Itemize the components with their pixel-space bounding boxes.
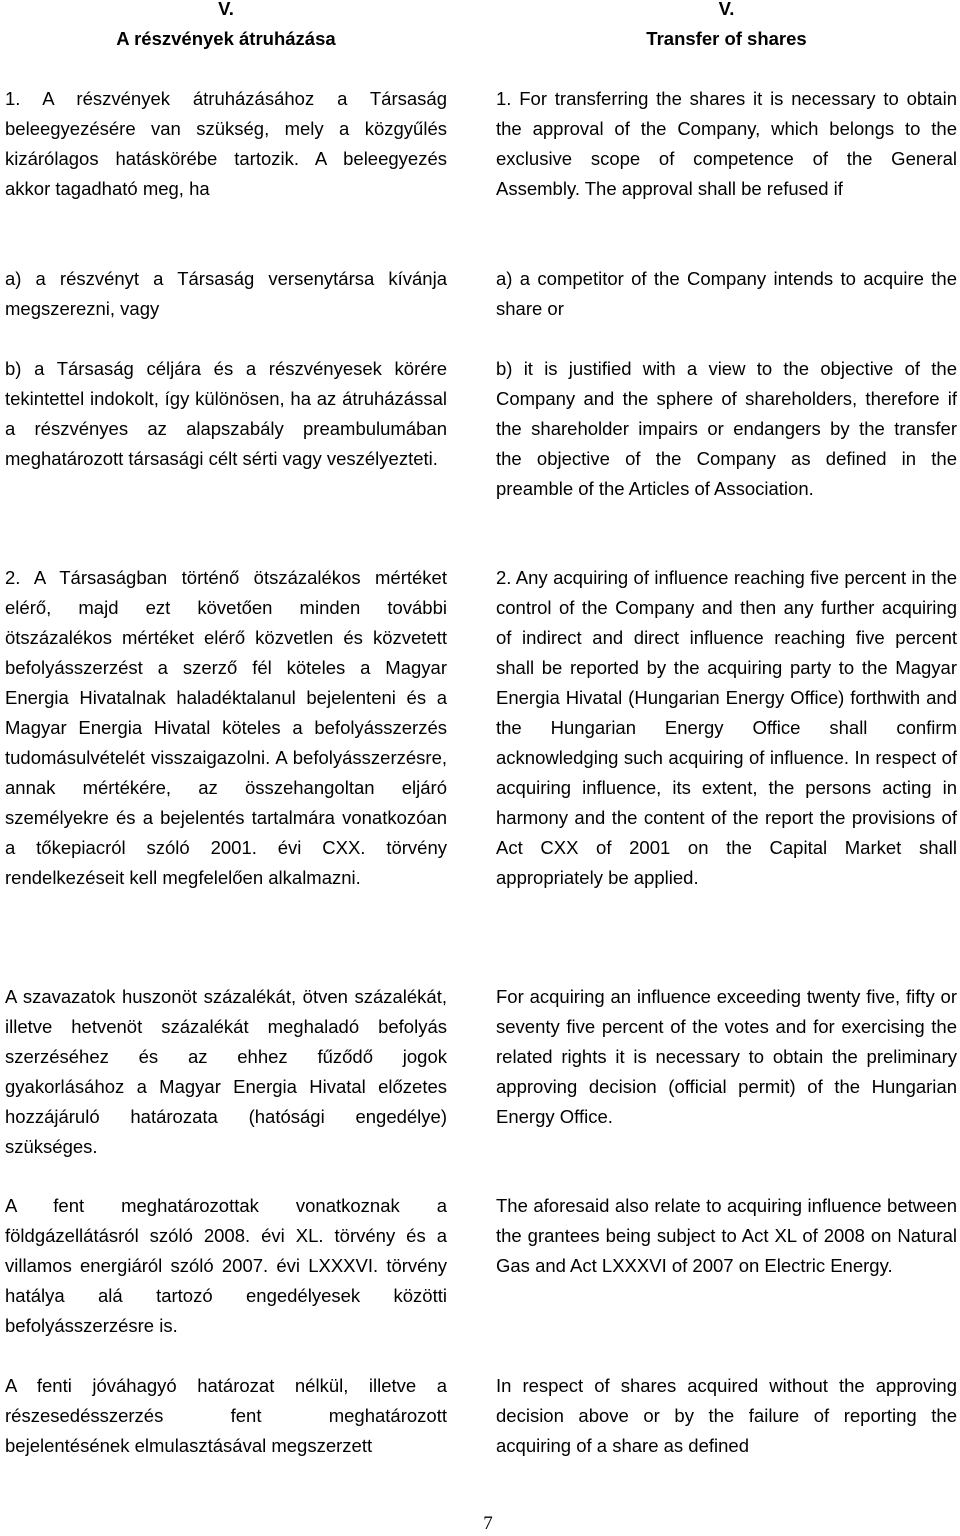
- english-column: [496, 0, 957, 1456]
- english-paragraph-b: b) it is justified with a view to the objective of the Company and the sphere of shareholders, therefore if the shareholder impairs or endangers by the transfer the objective of the Company as defined in the preamble of the Articles of Association.: [496, 358, 957, 499]
- hungarian-paragraph-b: b) a Társaság céljára és a részvényesek körére tekintettel indokolt, így különösen, ha az átruházással a részvényes az alapszabály preambulumában meghatározott társasági célt sérti vagy veszélyezteti.: [5, 358, 447, 469]
- page-number: 7: [483, 1513, 493, 1534]
- hungarian-paragraph-without-approval: A fenti jóváhagyó határozat nélkül, illetve a részesedésszerzés fent meghatározott bejelentésének elmulasztásával megszerzett: [5, 1375, 447, 1456]
- english-paragraph-2: 2. Any acquiring of influence reaching five percent in the control of the Company and then any further acquiring of indirect and direct influence reaching five percent shall be reported by the acquiring party to the Magyar Energia Hivatal (Hungarian Energy Office) forthwith and the Hungarian Energy Office shall confirm acknowledging such acquiring of influence. In respect of acquiring influence, its extent, the persons acting in harmony and the content of the report the provisions of Act CXX of 2001 on the Capital Market shall appropriately be applied.: [496, 567, 957, 888]
- hungarian-section-number: V.: [218, 0, 234, 19]
- english-paragraph-a: a) a competitor of the Company intends to acquire the share or: [496, 268, 957, 319]
- english-paragraph-scope: The aforesaid also relate to acquiring influence between the grantees being subject to Act XL of 2008 on Natural Gas and Act LXXXVI of 2007 on Electric Energy.: [496, 1195, 957, 1276]
- english-section-heading: [496, 0, 957, 54]
- hungarian-paragraph-a: a) a részvényt a Társaság versenytársa kívánja megszerezni, vagy: [5, 268, 447, 319]
- english-paragraph-1: 1. For transferring the shares it is necessary to obtain the approval of the Company, which belongs to the exclusive scope of competence of the General Assembly. The approval shall be refused if: [496, 88, 957, 199]
- hungarian-paragraph-2: 2. A Társaságban történő ötszázalékos mértéket elérő, majd ezt követően minden további ötszázalékos mértéket elérő közvetlen és közvetett befolyásszerzést a szerző fél köteles a Magyar Energia Hivatalnak haladéktalanul bejelenteni és a Magyar Energia Hivatal köteles a befolyásszerzés tudomásulvételét visszaigazolni. A befolyásszerzésre, annak mértékére, az összehangoltan eljáró személyekre és a bejelentés tartalmára vonatkozóan a tőkepiacról szóló 2001. évi CXX. törvény rendelkezéseit kell megfelelően alkalmazni.: [5, 567, 447, 888]
- english-paragraph-votes: For acquiring an influence exceeding twenty five, fifty or seventy five percent of the votes and for exercising the related rights it is necessary to obtain the preliminary approving decision (official permit) of the Hungarian Energy Office.: [496, 986, 957, 1127]
- english-section-title: Transfer of shares: [646, 28, 807, 49]
- english-paragraph-without-approval: In respect of shares acquired without the approving decision above or by the failure of reporting the acquiring of a share as defined: [496, 1375, 957, 1456]
- hungarian-section-heading: [5, 0, 447, 54]
- hungarian-paragraph-votes: A szavazatok huszonöt százalékát, ötven százalékát, illetve hetvenöt százalékát meghaladó befolyás szerzéséhez és az ehhez fűződő jogok gyakorlásához a Magyar Energia Hivatal előzetes hozzájáruló határozata (hatósági engedélye) szükséges.: [5, 986, 447, 1157]
- hungarian-paragraph-1: 1. A részvények átruházásához a Társaság beleegyezésére van szükség, mely a közgyűlés kizárólagos hatáskörébe tartozik. A beleegyezés akkor tagadható meg, ha: [5, 88, 447, 199]
- hungarian-column: [5, 0, 447, 1456]
- hungarian-section-title: A részvények átruházása: [116, 28, 336, 49]
- english-section-number: V.: [718, 0, 735, 19]
- hungarian-paragraph-scope: A fent meghatározottak vonatkoznak a földgázellátásról szóló 2008. évi XL. törvény és a villamos energiáról szóló 2007. évi LXXXVI. törvény hatálya alá tartozó engedélyesek közötti befolyásszerzésre is.: [5, 1195, 447, 1336]
